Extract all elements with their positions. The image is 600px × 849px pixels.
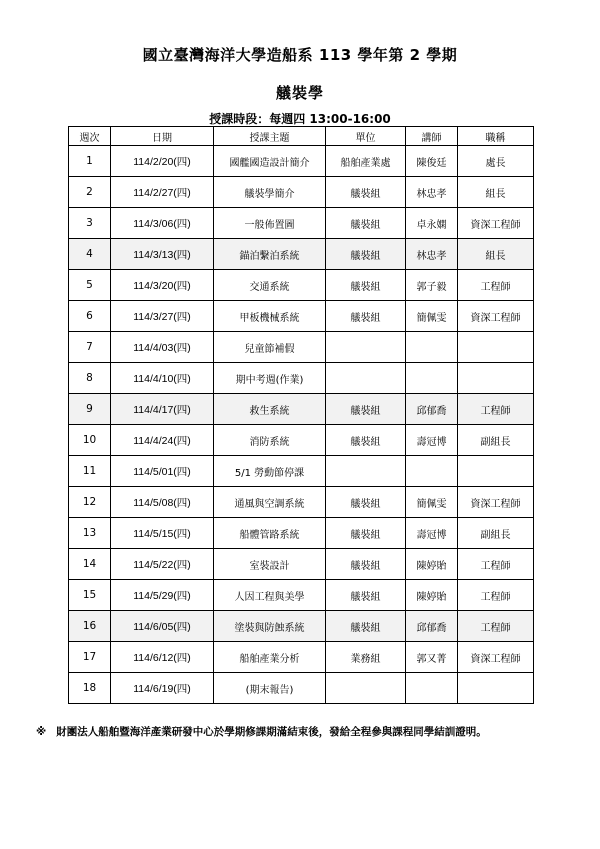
cell-week: 15: [69, 580, 111, 611]
table-row: [69, 580, 534, 611]
table-row: [69, 270, 534, 301]
cell-role: 副組長: [458, 518, 534, 549]
cell-teacher: [406, 363, 458, 394]
cell-week: 11: [69, 456, 111, 487]
table-row: [69, 456, 534, 487]
cell-unit: 船舶產業處: [326, 146, 406, 177]
table-row: [69, 363, 534, 394]
cell-role: 組長: [458, 239, 534, 270]
table-row: [69, 425, 534, 456]
cell-topic: 室裝設計: [214, 549, 326, 580]
cell-date: 114/2/20(四): [111, 146, 214, 177]
cell-role: 工程師: [458, 270, 534, 301]
table-header-row: [69, 127, 534, 146]
cell-week: 17: [69, 642, 111, 673]
cell-week: 13: [69, 518, 111, 549]
table-row: [69, 332, 534, 363]
cell-date: 114/5/01(四): [111, 456, 214, 487]
cell-unit: 艤裝組: [326, 518, 406, 549]
cell-topic: 船舶產業分析: [214, 642, 326, 673]
cell-unit: 艤裝組: [326, 394, 406, 425]
table-row: [69, 642, 534, 673]
cell-topic: 人因工程與美學: [214, 580, 326, 611]
cell-date: 114/3/20(四): [111, 270, 214, 301]
cell-topic: 一般佈置圖: [214, 208, 326, 239]
cell-week: 18: [69, 673, 111, 704]
cell-role: 副組長: [458, 425, 534, 456]
cell-teacher: 邱郁喬: [406, 394, 458, 425]
cell-teacher: [406, 673, 458, 704]
cell-teacher: 林忠孝: [406, 239, 458, 270]
column-header-role: 職稱: [458, 127, 534, 146]
cell-unit: [326, 456, 406, 487]
cell-teacher: 簡佩雯: [406, 487, 458, 518]
table-row: [69, 177, 534, 208]
cell-topic: 艤裝學簡介: [214, 177, 326, 208]
course-name: 艤裝學: [275, 84, 324, 102]
cell-date: 114/5/22(四): [111, 549, 214, 580]
cell-teacher: 壽冠博: [406, 425, 458, 456]
cell-topic: 船體管路系統: [214, 518, 326, 549]
cell-teacher: 邱郁喬: [406, 611, 458, 642]
cell-date: 114/5/08(四): [111, 487, 214, 518]
cell-unit: 業務組: [326, 642, 406, 673]
table-row: [69, 518, 534, 549]
schedule-body: [69, 146, 534, 704]
cell-role: 處長: [458, 146, 534, 177]
column-header-topic: 授課主題: [214, 127, 326, 146]
cell-role: 資深工程師: [458, 642, 534, 673]
cell-unit: 艤裝組: [326, 549, 406, 580]
cell-week: 4: [69, 239, 111, 270]
table-row: [69, 549, 534, 580]
cell-unit: 艤裝組: [326, 301, 406, 332]
cell-week: 2: [69, 177, 111, 208]
cell-topic: 兒童節補假: [214, 332, 326, 363]
cell-week: 6: [69, 301, 111, 332]
cell-unit: [326, 363, 406, 394]
table-row: [69, 208, 534, 239]
cell-date: 114/3/27(四): [111, 301, 214, 332]
cell-topic: 塗裝與防蝕系統: [214, 611, 326, 642]
cell-week: 16: [69, 611, 111, 642]
cell-role: 資深工程師: [458, 487, 534, 518]
cell-role: 工程師: [458, 611, 534, 642]
cell-teacher: 卓永嫻: [406, 208, 458, 239]
cell-role: 組長: [458, 177, 534, 208]
column-header-week: 週次: [69, 127, 111, 146]
cell-teacher: 郭又菁: [406, 642, 458, 673]
cell-date: 114/3/06(四): [111, 208, 214, 239]
table-row: [69, 301, 534, 332]
cell-week: 3: [69, 208, 111, 239]
cell-date: 114/6/05(四): [111, 611, 214, 642]
cell-date: 114/6/19(四): [111, 673, 214, 704]
cell-role: 資深工程師: [458, 301, 534, 332]
cell-date: 114/4/10(四): [111, 363, 214, 394]
cell-week: 10: [69, 425, 111, 456]
cell-role: [458, 673, 534, 704]
cell-unit: 艤裝組: [326, 580, 406, 611]
cell-teacher: 壽冠博: [406, 518, 458, 549]
cell-unit: 艤裝組: [326, 270, 406, 301]
cell-unit: 艤裝組: [326, 425, 406, 456]
cell-topic: (期末報告): [214, 673, 326, 704]
cell-topic: 國艦國造設計簡介: [214, 146, 326, 177]
cell-week: 12: [69, 487, 111, 518]
cell-teacher: 陳婷貽: [406, 549, 458, 580]
cell-date: 114/4/03(四): [111, 332, 214, 363]
cell-topic: 5/1 勞動節停課: [214, 456, 326, 487]
cell-date: 114/4/24(四): [111, 425, 214, 456]
cell-role: 工程師: [458, 394, 534, 425]
cell-role: [458, 332, 534, 363]
column-header-date: 日期: [111, 127, 214, 146]
cell-teacher: 林忠孝: [406, 177, 458, 208]
cell-teacher: 簡佩雯: [406, 301, 458, 332]
cell-date: 114/6/12(四): [111, 642, 214, 673]
cell-week: 1: [69, 146, 111, 177]
table-row: [69, 611, 534, 642]
footnote: [36, 724, 576, 739]
cell-unit: 艤裝組: [326, 239, 406, 270]
cell-week: 9: [69, 394, 111, 425]
cell-date: 114/3/13(四): [111, 239, 214, 270]
cell-unit: 艤裝組: [326, 487, 406, 518]
cell-date: 114/5/29(四): [111, 580, 214, 611]
cell-role: 工程師: [458, 580, 534, 611]
schedule-table: [68, 126, 534, 704]
table-row: [69, 487, 534, 518]
cell-topic: 通風與空調系統: [214, 487, 326, 518]
cell-topic: 期中考週(作業): [214, 363, 326, 394]
cell-date: 114/4/17(四): [111, 394, 214, 425]
cell-topic: 消防系統: [214, 425, 326, 456]
column-header-unit: 單位: [326, 127, 406, 146]
table-row: [69, 146, 534, 177]
cell-teacher: 郭子毅: [406, 270, 458, 301]
cell-topic: 錨泊繫泊系統: [214, 239, 326, 270]
column-header-teacher: 講師: [406, 127, 458, 146]
cell-week: 8: [69, 363, 111, 394]
cell-teacher: [406, 332, 458, 363]
cell-unit: 艤裝組: [326, 177, 406, 208]
cell-topic: 甲板機械系統: [214, 301, 326, 332]
cell-unit: [326, 332, 406, 363]
cell-role: [458, 456, 534, 487]
cell-role: [458, 363, 534, 394]
cell-teacher: 陳俊廷: [406, 146, 458, 177]
table-row: [69, 394, 534, 425]
footnote-mark: ※: [36, 726, 47, 738]
cell-unit: 艤裝組: [326, 611, 406, 642]
table-row: [69, 673, 534, 704]
table-row: [69, 239, 534, 270]
document-title: 國立臺灣海洋大學造船系 113 學年第 2 學期: [142, 46, 458, 64]
session-time: 授課時段：每週四 13:00-16:00: [209, 112, 391, 126]
cell-teacher: 陳婷貽: [406, 580, 458, 611]
cell-role: 資深工程師: [458, 208, 534, 239]
footnote-text: 財團法人船舶暨海洋產業研發中心於學期修課期滿結束後，發給全程參與課程同學結訓證明。: [56, 726, 487, 738]
cell-date: 114/2/27(四): [111, 177, 214, 208]
cell-week: 14: [69, 549, 111, 580]
cell-unit: 艤裝組: [326, 208, 406, 239]
cell-unit: [326, 673, 406, 704]
cell-date: 114/5/15(四): [111, 518, 214, 549]
cell-week: 5: [69, 270, 111, 301]
cell-week: 7: [69, 332, 111, 363]
cell-teacher: [406, 456, 458, 487]
cell-topic: 交通系統: [214, 270, 326, 301]
cell-role: 工程師: [458, 549, 534, 580]
cell-topic: 救生系統: [214, 394, 326, 425]
